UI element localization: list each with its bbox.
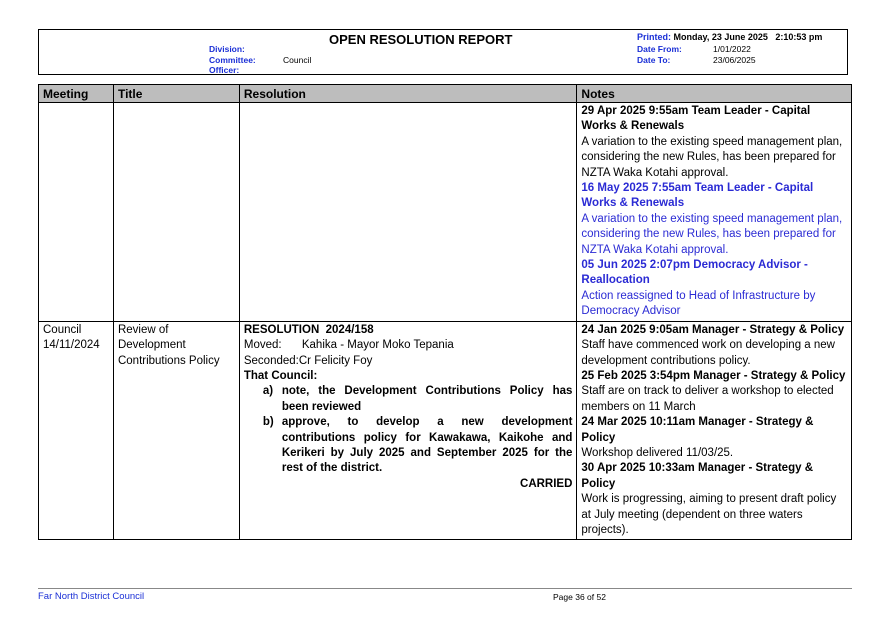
table-row [39,103,852,322]
printed-value: Monday, 23 June 2025 2:10:53 pm [673,32,823,42]
col-header-resolution: Resolution [239,85,577,103]
date-to-label: Date To: [637,55,671,65]
report-title: OPEN RESOLUTION REPORT [329,32,513,47]
page-number: Page 36 of 52 [553,592,606,602]
item-text: approve, to develop a new development contributions policy for Kawakawa, Kaikohe and Kerikeri by July 2025 and September 2025 for the rest of the district. [281,416,573,475]
report-header [38,29,848,75]
note-text: A variation to the existing speed management plan, considering the new Rules, has been prepared for NZTA Waka Kotahi approval. [581,135,843,179]
note-heading: 24 Jan 2025 9:05am Manager - Strategy & Policy [581,323,845,336]
note-heading: 29 Apr 2025 9:55am Team Leader - Capital Works & Renewals [581,105,811,133]
footer-org: Far North District Council [38,591,145,602]
division-label: Division: [209,44,245,54]
col-header-notes: Notes [577,85,852,103]
note-text: Staff have commenced work on developing a new development contributions policy. [581,339,835,367]
printed-label: Printed: [637,32,672,42]
meeting-cell: Council 14/11/2024 [39,321,114,540]
note-text: Workshop delivered 11/03/25. [581,446,734,459]
seconded-label: Seconded: [243,354,299,367]
table-header-row [39,85,852,103]
resolution-table [38,84,852,540]
meeting-cell [39,103,114,322]
note-heading: 24 Mar 2025 10:11am Manager - Strategy & Policy [581,416,814,444]
seconded-value: Cr Felicity Foy [298,354,373,367]
moved-line [244,338,573,353]
moved-value: Kahika - Mayor Moko Tepania [301,339,454,352]
that-council: That Council: [243,369,318,382]
resolution-cell [239,103,577,322]
notes-cell [577,321,852,540]
resolution-items [244,384,573,476]
item-text: note, the Development Contributions Policy has been reviewed [281,385,573,413]
col-header-title: Title [113,85,239,103]
table-row [39,321,852,540]
footer-divider [38,588,852,589]
committee-value: Council [283,55,312,65]
notes-cell [577,103,852,322]
note-text: A variation to the existing speed management plan, considering the new Rules, has been prepared for NZTA Waka Kotahi approval. [581,212,843,256]
carried-label: CARRIED [520,477,573,490]
date-from-label: Date From: [637,44,682,54]
seconded-line [244,354,573,369]
note-text: Action reassigned to Head of Infrastructure by Democracy Advisor [581,289,816,318]
note-text: Staff are on track to deliver a workshop to elected members on 11 March [581,385,834,413]
resolution-cell [239,321,577,540]
date-to-value: 23/06/2025 [713,55,756,65]
col-header-meeting: Meeting [39,85,114,103]
moved-label: Moved: [243,339,282,352]
note-heading: 16 May 2025 7:55am Team Leader - Capital Works & Renewals [581,182,814,210]
committee-label: Committee: [209,55,256,65]
list-item [262,415,573,477]
officer-label: Officer: [209,65,240,75]
note-heading: 25 Feb 2025 3:54pm Manager - Strategy & Policy [581,369,846,382]
item-marker: b) [262,416,274,429]
note-heading: 30 Apr 2025 10:33am Manager - Strategy & Policy [581,462,814,490]
date-from-value: 1/01/2022 [713,44,751,54]
title-cell [113,103,239,322]
resolution-number: RESOLUTION 2024/158 [243,323,374,336]
printed-timestamp [637,32,822,42]
note-heading: 05 Jun 2025 2:07pm Democracy Advisor - Reallocation [581,259,808,287]
title-cell: Review of Development Contributions Policy [113,321,239,540]
item-marker: a) [262,385,274,398]
list-item [262,384,573,415]
note-text: Work is progressing, aiming to present draft policy at July meeting (dependent on three waters projects). [581,493,837,536]
